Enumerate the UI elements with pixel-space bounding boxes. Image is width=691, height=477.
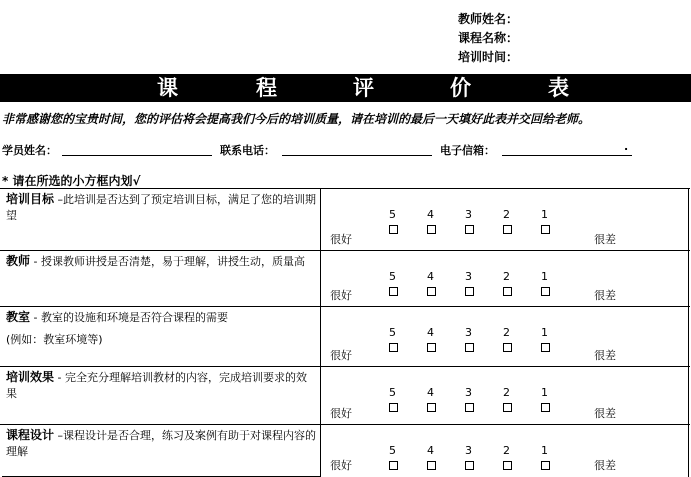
rating-number: 1 (541, 444, 548, 457)
title-char-5: 表 (548, 76, 569, 100)
email-field[interactable] (502, 155, 632, 156)
question-title: 培训目标 (6, 192, 55, 206)
rating-number: 1 (541, 326, 548, 339)
rating-checkbox[interactable] (389, 343, 398, 352)
row-right-border (688, 189, 689, 251)
scale-bad-label: 很差 (594, 459, 616, 472)
scale-bad-label: 很差 (594, 349, 616, 362)
rating-checkbox[interactable] (389, 287, 398, 296)
rating-checkbox[interactable] (541, 403, 550, 412)
course-name-label: 课程名称： (458, 31, 519, 45)
student-name-field[interactable] (62, 155, 212, 156)
rating-number: 2 (503, 270, 510, 283)
student-name-label: 学员姓名： (2, 144, 57, 157)
rating-number: 2 (503, 386, 510, 399)
scale-good-label: 很好 (330, 289, 352, 302)
title-char-2: 程 (256, 76, 277, 100)
rating-number: 3 (465, 444, 472, 457)
rating-checkbox[interactable] (541, 461, 550, 470)
row-right-border (688, 367, 689, 425)
rating-checkbox[interactable] (389, 403, 398, 412)
rating-number: 1 (541, 386, 548, 399)
rating-number: 5 (389, 208, 396, 221)
rating-number: 4 (427, 386, 434, 399)
rating-number: 3 (465, 270, 472, 283)
question-text-box (2, 251, 321, 307)
rating-number: 5 (389, 444, 396, 457)
title-banner (0, 74, 691, 102)
rating-number: 2 (503, 208, 510, 221)
question-row (0, 366, 690, 425)
question-description: - 教室的设施和环境是否符合课程的需要 (30, 311, 228, 324)
row-right-border (688, 425, 689, 477)
row-right-border (688, 251, 689, 307)
question-row (0, 424, 690, 477)
teacher-name-label: 教师姓名： (458, 12, 519, 26)
form-meta (458, 10, 518, 67)
scale-good-label: 很好 (330, 407, 352, 420)
rating-checkbox[interactable] (427, 461, 436, 470)
scale-bad-label: 很差 (594, 289, 616, 302)
rating-checkbox[interactable] (503, 403, 512, 412)
rating-checkbox[interactable] (503, 225, 512, 234)
rating-number: 1 (541, 270, 548, 283)
question-example: (例如：教室环境等) (6, 333, 103, 346)
scale-good-label: 很好 (330, 459, 352, 472)
question-title: 培训效果 (6, 370, 55, 384)
email-label: 电子信箱： (440, 144, 495, 157)
scale-bad-label: 很差 (594, 233, 616, 246)
title-char-1: 课 (157, 76, 178, 100)
phone-field[interactable] (282, 155, 432, 156)
rating-checkbox[interactable] (503, 343, 512, 352)
question-text-box (2, 367, 321, 425)
question-title: 课程设计 (6, 428, 55, 442)
row-right-border (688, 307, 689, 367)
rating-checkbox[interactable] (503, 287, 512, 296)
thanks-note: 非常感谢您的宝贵时间，您的评估将会提高我们今后的培训质量，请在培训的最后一天填好此表并交回给老师。 (2, 112, 591, 126)
instruction-text: * 请在所选的小方框内划√ (2, 174, 141, 188)
rating-number: 4 (427, 444, 434, 457)
question-description: - 授课教师讲授是否清楚，易于理解，讲授生动，质量高 (30, 255, 305, 268)
rating-checkbox[interactable] (427, 225, 436, 234)
rating-checkbox[interactable] (427, 403, 436, 412)
question-row (0, 306, 690, 367)
scale-good-label: 很好 (330, 233, 352, 246)
rating-number: 4 (427, 208, 434, 221)
question-title: 教师 (6, 254, 31, 268)
title-char-4: 价 (450, 76, 471, 100)
rating-checkbox[interactable] (541, 225, 550, 234)
question-description: - 完全充分理解培训教材的内容，完成培训要求的效果 (6, 371, 307, 400)
rating-number: 5 (389, 386, 396, 399)
scale-good-label: 很好 (330, 349, 352, 362)
rating-number: 2 (503, 326, 510, 339)
question-text-box (2, 307, 321, 367)
rating-number: 3 (465, 386, 472, 399)
rating-checkbox[interactable] (389, 225, 398, 234)
training-date-label: 培训时间： (458, 50, 519, 64)
rating-number: 4 (427, 270, 434, 283)
rating-number: 3 (465, 208, 472, 221)
rating-checkbox[interactable] (541, 287, 550, 296)
question-description: –此培训是否达到了预定培训目标，满足了您的培训期望 (6, 193, 317, 222)
question-text-box (2, 425, 321, 477)
question-row (0, 250, 690, 307)
rating-checkbox[interactable] (503, 461, 512, 470)
rating-checkbox[interactable] (465, 403, 474, 412)
rating-number: 3 (465, 326, 472, 339)
phone-label: 联系电话： (220, 144, 275, 157)
rating-number: 5 (389, 270, 396, 283)
rating-checkbox[interactable] (541, 343, 550, 352)
rating-checkbox[interactable] (427, 343, 436, 352)
rating-checkbox[interactable] (465, 287, 474, 296)
email-trailing-dot: . (624, 140, 629, 153)
title-char-3: 评 (353, 76, 374, 100)
rating-checkbox[interactable] (465, 343, 474, 352)
question-description: –课程设计是否合理，练习及案例有助于对课程内容的理解 (6, 429, 317, 458)
rating-number: 5 (389, 326, 396, 339)
rating-number: 2 (503, 444, 510, 457)
rating-checkbox[interactable] (389, 461, 398, 470)
question-row (0, 188, 690, 251)
rating-number: 1 (541, 208, 548, 221)
question-title: 教室 (6, 310, 31, 324)
rating-checkbox[interactable] (465, 461, 474, 470)
rating-checkbox[interactable] (465, 225, 474, 234)
rating-number: 4 (427, 326, 434, 339)
question-text-box (2, 189, 321, 251)
rating-checkbox[interactable] (427, 287, 436, 296)
scale-bad-label: 很差 (594, 407, 616, 420)
